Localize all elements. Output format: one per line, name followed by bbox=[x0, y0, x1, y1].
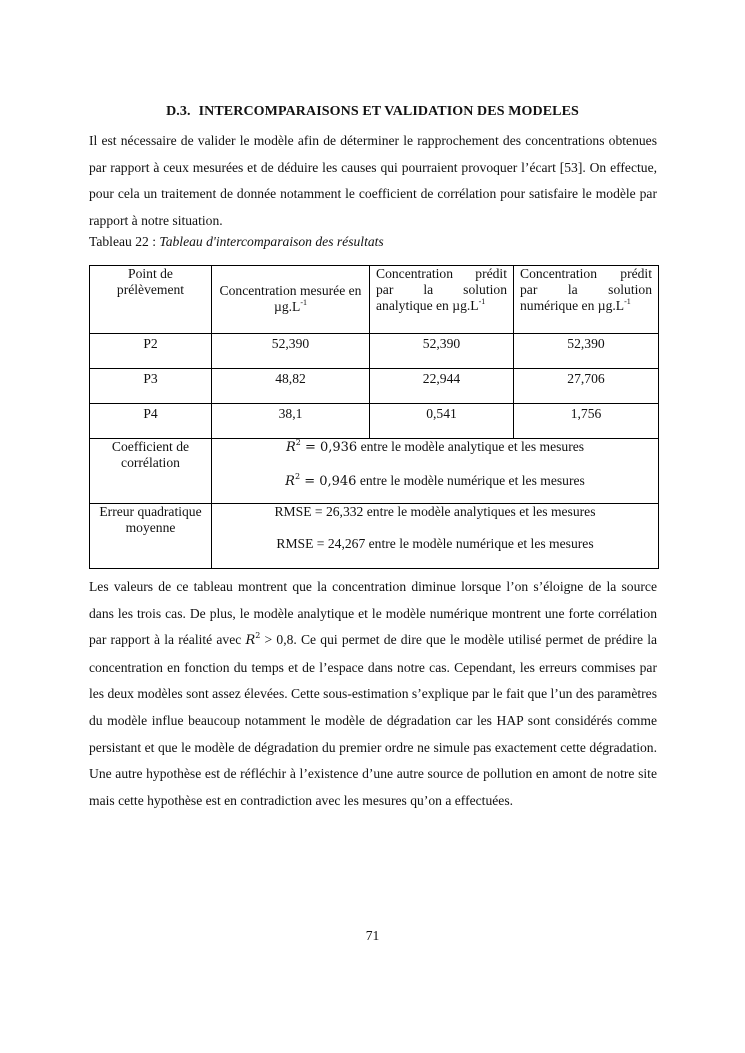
rmse-line-analytic: RMSE = 26,332 entre le modèle analytiques et les mesures bbox=[274, 504, 596, 519]
cell-analytic: 52,390 bbox=[370, 334, 514, 369]
correlation-row bbox=[90, 439, 659, 504]
cell-point: P2 bbox=[90, 334, 212, 369]
cell-measured: 52,390 bbox=[212, 334, 370, 369]
cell-point: P3 bbox=[90, 369, 212, 404]
r-value: = 0,936 bbox=[300, 440, 358, 455]
caption-prefix: Tableau 22 : bbox=[89, 234, 160, 249]
r-squared-analytic bbox=[286, 440, 357, 455]
header-numeric-unit bbox=[520, 298, 652, 314]
header-measured-exp: -1 bbox=[300, 298, 307, 307]
table-row bbox=[90, 369, 659, 404]
r-symbol: R bbox=[285, 440, 296, 455]
rmse-values bbox=[212, 504, 659, 569]
header-analytic-unit bbox=[376, 298, 507, 314]
cell-numeric: 52,390 bbox=[514, 334, 659, 369]
table-row bbox=[90, 404, 659, 439]
cell-analytic: 0,541 bbox=[370, 404, 514, 439]
correlation-text: entre le modèle numérique et les mesures bbox=[356, 473, 585, 488]
cell-analytic: 22,944 bbox=[370, 369, 514, 404]
header-analytic-exp: -1 bbox=[478, 297, 486, 306]
r-value: = 0,946 bbox=[300, 474, 357, 489]
correlation-line-analytic bbox=[218, 439, 652, 456]
intro-paragraph: Il est nécessaire de valider le modèle afin de déterminer le rapprochement des concentrations obtenues par rapport à ceux mesurées et de déduire les causes qui pourraient provoquer l’écart [53]. On effectue, pour cela un traitement de donnée notamment le coefficient de corrélation pour satisfaire le modèle par rapport à notre situation. bbox=[89, 133, 657, 228]
rmse-line-numeric: RMSE = 24,267 entre le modèle numérique et les mesures bbox=[276, 536, 594, 551]
r-squared-numeric bbox=[285, 474, 356, 489]
cell-numeric: 1,756 bbox=[514, 404, 659, 439]
section-title: INTERCOMPARAISONS ET VALIDATION DES MODELES bbox=[198, 104, 579, 119]
section-heading bbox=[0, 104, 745, 120]
conclusion-paragraph bbox=[89, 574, 657, 814]
header-analytic-unit-text: analytique en µg.L bbox=[376, 298, 479, 313]
r-exponent: 2 bbox=[255, 631, 261, 641]
table-header-row bbox=[90, 266, 659, 334]
intercomparison-table bbox=[89, 265, 659, 569]
page-number: 71 bbox=[365, 928, 380, 943]
table-row bbox=[90, 334, 659, 369]
caption-title: Tableau d'intercomparaison des résultats bbox=[159, 234, 384, 249]
header-measured-text: Concentration mesurée en µg.L bbox=[219, 283, 362, 314]
cell-point: P4 bbox=[90, 404, 212, 439]
correlation-line-numeric bbox=[218, 473, 652, 490]
header-numeric bbox=[514, 266, 659, 334]
header-point-text: Point de prélèvement bbox=[116, 266, 185, 297]
r-exponent: 2 bbox=[295, 438, 301, 447]
cell-numeric: 27,706 bbox=[514, 369, 659, 404]
r-squared-inline bbox=[245, 633, 260, 648]
header-numeric-exp: -1 bbox=[624, 297, 631, 306]
cell-measured: 48,82 bbox=[212, 369, 370, 404]
conclusion-text-end: > 0,8. Ce qui permet de dire que le modèle utilisé permet de prédire la concentration en fonction du temps et de l’espace dans notre cas. Cependant, les erreurs commises par les deux modèles sont assez élevées. Cette sous-estimation s’explique par le fait que l’un des paramètres du modèle influe beaucoup notamment le modèle de dégradation car les HAP sont considérés comme persistant et que le modèle de dégradation du premier ordre ne simule pas exactement cette dégradation. Une autre hypothèse est de réfléchir à l’existence d’une autre source de pollution en amont de notre site mais cette hypothèse est en contradiction avec les mesures qu’on a effectuées. bbox=[89, 632, 658, 808]
table-caption bbox=[89, 233, 384, 251]
correlation-label: Coefficient de corrélation bbox=[90, 439, 212, 504]
rmse-row bbox=[90, 504, 659, 569]
conclusion-text-start: Les valeurs de ce tableau montrent que la concentration diminue lorsque l’on s’éloigne de la source dans les trois cas. De plus, le modèle analytique et le modèle numérique montrent une forte corrélation par rapport à la réalité avec bbox=[89, 579, 657, 648]
r-symbol: R bbox=[285, 474, 295, 489]
r-exponent: 2 bbox=[294, 472, 301, 481]
header-numeric-text: Concentration prédit par la solution bbox=[520, 266, 652, 297]
section-number: D.3. bbox=[166, 104, 191, 119]
header-point bbox=[90, 266, 212, 334]
rmse-label: Erreur quadratique moyenne bbox=[90, 504, 212, 569]
header-analytic bbox=[370, 266, 514, 334]
header-measured bbox=[212, 266, 370, 334]
r-symbol: R bbox=[245, 633, 256, 649]
header-numeric-unit-text: numérique en µg.L bbox=[520, 298, 625, 313]
cell-measured: 38,1 bbox=[212, 404, 370, 439]
header-analytic-text: Concentration prédit par la solution bbox=[376, 266, 507, 297]
correlation-values bbox=[212, 439, 659, 504]
correlation-text: entre le modèle analytique et les mesures bbox=[357, 439, 585, 454]
